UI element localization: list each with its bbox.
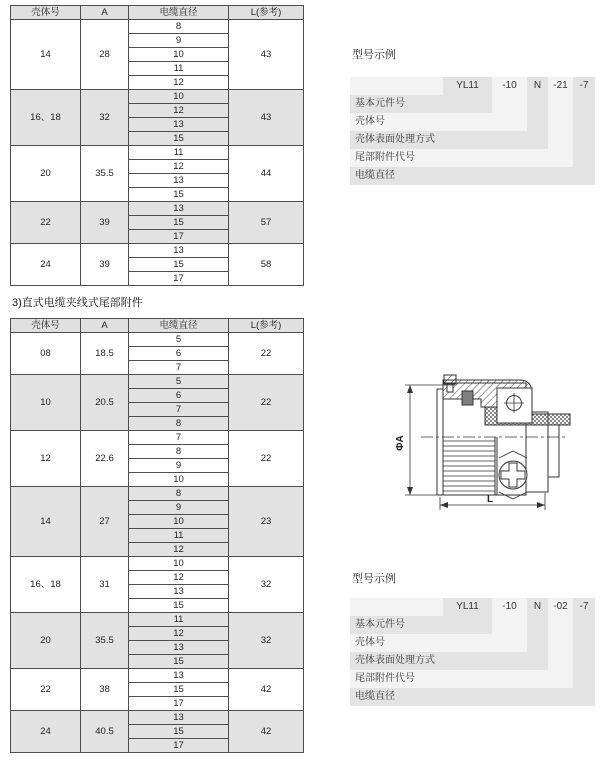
spec-row bbox=[11, 669, 304, 683]
cable-diameter-cell: 12 bbox=[129, 104, 229, 118]
a-dimension-cell: 32 bbox=[81, 90, 129, 146]
model-code-label: 壳体表面处理方式 bbox=[355, 655, 435, 666]
cable-diameter-cell: 10 bbox=[129, 90, 229, 104]
column-header: 壳体号 bbox=[11, 319, 81, 333]
model-example-title-top: 型号示例 bbox=[352, 49, 396, 61]
a-dimension-cell: 35.5 bbox=[81, 613, 129, 669]
dimension-phi-a bbox=[405, 385, 455, 495]
knurled-ribs bbox=[443, 441, 495, 491]
spec-row bbox=[11, 487, 304, 501]
cable-diameter-cell: 6 bbox=[129, 389, 229, 403]
a-dimension-cell: 27 bbox=[81, 487, 129, 557]
model-code-label: 壳体号 bbox=[355, 637, 385, 648]
shell-number-cell: 24 bbox=[11, 711, 81, 753]
shell-number-cell: 16、18 bbox=[11, 90, 81, 146]
a-dimension-cell: 28 bbox=[81, 20, 129, 90]
model-code-part: -10 bbox=[502, 601, 517, 612]
cable-diameter-cell: 10 bbox=[129, 48, 229, 62]
a-dimension-cell: 22.6 bbox=[81, 431, 129, 487]
l-reference-cell: 32 bbox=[229, 557, 304, 613]
cable-diameter-cell: 10 bbox=[129, 515, 229, 529]
cable-diameter-cell: 17 bbox=[129, 739, 229, 753]
column-header: 壳体号 bbox=[11, 6, 81, 20]
cable-diameter-cell: 8 bbox=[129, 417, 229, 431]
l-reference-cell: 42 bbox=[229, 711, 304, 753]
cable-diameter-cell: 9 bbox=[129, 34, 229, 48]
cable-diameter-cell: 8 bbox=[129, 445, 229, 459]
a-dimension-cell: 39 bbox=[81, 244, 129, 286]
a-dimension-cell: 40.5 bbox=[81, 711, 129, 753]
section-title: 3)直式电缆夹线式尾部附件 bbox=[12, 297, 143, 309]
model-code-label: 基本元件号 bbox=[355, 619, 405, 630]
model-code-part: N bbox=[533, 601, 542, 612]
a-dimension-cell: 31 bbox=[81, 557, 129, 613]
dim-label-phi-a: ΦA bbox=[395, 435, 406, 451]
cable-spec-table-top bbox=[10, 5, 304, 286]
model-code-part: N bbox=[533, 80, 542, 91]
shell-number-cell: 10 bbox=[11, 375, 81, 431]
cable-diameter-cell: 17 bbox=[129, 697, 229, 711]
spec-row bbox=[11, 557, 304, 571]
shell-number-cell: 16、18 bbox=[11, 557, 81, 613]
cable-diameter-cell: 11 bbox=[129, 62, 229, 76]
cable-diameter-cell: 13 bbox=[129, 669, 229, 683]
shell-number-cell: 24 bbox=[11, 244, 81, 286]
stair-step bbox=[350, 77, 443, 95]
model-code-part: YL11 bbox=[456, 601, 479, 612]
cable-diameter-cell: 5 bbox=[129, 375, 229, 389]
cable-diameter-cell: 15 bbox=[129, 725, 229, 739]
cable-diameter-cell: 15 bbox=[129, 258, 229, 272]
cable-diameter-cell: 8 bbox=[129, 487, 229, 501]
spec-row bbox=[11, 431, 304, 445]
l-reference-cell: 57 bbox=[229, 202, 304, 244]
spec-row bbox=[11, 146, 304, 160]
cable-diameter-cell: 15 bbox=[129, 132, 229, 146]
cable-diameter-cell: 6 bbox=[129, 347, 229, 361]
model-code-part: -7 bbox=[579, 601, 589, 612]
cable-diameter-cell: 13 bbox=[129, 711, 229, 725]
cable-diameter-cell: 8 bbox=[129, 20, 229, 34]
column-header: L(参考) bbox=[229, 6, 304, 20]
shell-number-cell: 14 bbox=[11, 487, 81, 557]
cable-diameter-cell: 11 bbox=[129, 146, 229, 160]
cable-diameter-cell: 15 bbox=[129, 188, 229, 202]
model-code-diagram-top bbox=[350, 77, 595, 185]
spec-row bbox=[11, 90, 304, 104]
l-reference-cell: 58 bbox=[229, 244, 304, 286]
l-reference-cell: 22 bbox=[229, 431, 304, 487]
model-code-diagram-bottom bbox=[350, 598, 595, 706]
model-code-part: -10 bbox=[502, 80, 517, 91]
model-code-label: 壳体表面处理方式 bbox=[355, 134, 435, 145]
shell-number-cell: 12 bbox=[11, 431, 81, 487]
spec-row bbox=[11, 244, 304, 258]
l-reference-cell: 43 bbox=[229, 90, 304, 146]
table-header-row bbox=[11, 319, 304, 333]
a-dimension-cell: 39 bbox=[81, 202, 129, 244]
model-code-label: 壳体号 bbox=[355, 116, 385, 127]
model-code-part: -7 bbox=[579, 80, 589, 91]
l-reference-cell: 44 bbox=[229, 146, 304, 202]
cable-diameter-cell: 15 bbox=[129, 599, 229, 613]
cable-diameter-cell: 5 bbox=[129, 333, 229, 347]
cable-diameter-cell: 11 bbox=[129, 529, 229, 543]
cable-diameter-cell: 15 bbox=[129, 216, 229, 230]
cable-diameter-cell: 10 bbox=[129, 473, 229, 487]
model-code-part: YL11 bbox=[456, 80, 479, 91]
cable-diameter-cell: 12 bbox=[129, 571, 229, 585]
cable-diameter-cell: 17 bbox=[129, 272, 229, 286]
model-code-label: 电缆直径 bbox=[355, 691, 395, 702]
model-code-part: -02 bbox=[553, 601, 568, 612]
shell-number-cell: 22 bbox=[11, 669, 81, 711]
spec-row bbox=[11, 20, 304, 34]
cable-diameter-cell: 12 bbox=[129, 627, 229, 641]
cable-diameter-cell: 12 bbox=[129, 543, 229, 557]
column-header: 电缆直径 bbox=[129, 319, 229, 333]
cable-spec-table-bottom bbox=[10, 318, 304, 753]
column-header: A bbox=[81, 319, 129, 333]
model-code-label: 基本元件号 bbox=[355, 98, 405, 109]
cable-diameter-cell: 12 bbox=[129, 76, 229, 90]
spec-row bbox=[11, 711, 304, 725]
l-reference-cell: 22 bbox=[229, 375, 304, 431]
cable-diameter-cell: 7 bbox=[129, 431, 229, 445]
table-header-row bbox=[11, 6, 304, 20]
cable-diameter-cell: 10 bbox=[129, 557, 229, 571]
shell-number-cell: 22 bbox=[11, 202, 81, 244]
l-reference-cell: 23 bbox=[229, 487, 304, 557]
l-reference-cell: 42 bbox=[229, 669, 304, 711]
cable-diameter-cell: 13 bbox=[129, 641, 229, 655]
cable-diameter-cell: 13 bbox=[129, 585, 229, 599]
cable-diameter-cell: 7 bbox=[129, 403, 229, 417]
seal-block bbox=[462, 391, 473, 405]
cable-diameter-cell: 15 bbox=[129, 655, 229, 669]
a-dimension-cell: 18.5 bbox=[81, 333, 129, 375]
column-header: L(参考) bbox=[229, 319, 304, 333]
l-reference-cell: 43 bbox=[229, 20, 304, 90]
a-dimension-cell: 20.5 bbox=[81, 375, 129, 431]
spec-row bbox=[11, 375, 304, 389]
model-code-part: -21 bbox=[553, 80, 568, 91]
cable-diameter-cell: 9 bbox=[129, 501, 229, 515]
cable-diameter-cell: 13 bbox=[129, 118, 229, 132]
l-reference-cell: 22 bbox=[229, 333, 304, 375]
column-header: 电缆直径 bbox=[129, 6, 229, 20]
cable-diameter-cell: 17 bbox=[129, 230, 229, 244]
a-dimension-cell: 35.5 bbox=[81, 146, 129, 202]
cable-diameter-cell: 9 bbox=[129, 459, 229, 473]
model-code-label: 尾部附件代号 bbox=[355, 152, 415, 163]
shell-number-cell: 14 bbox=[11, 20, 81, 90]
cable-diameter-cell: 13 bbox=[129, 202, 229, 216]
cable-diameter-cell: 7 bbox=[129, 361, 229, 375]
phillips-screw-icon bbox=[499, 451, 527, 499]
l-reference-cell: 32 bbox=[229, 613, 304, 669]
connector-technical-drawing bbox=[393, 363, 600, 540]
shell-number-cell: 20 bbox=[11, 613, 81, 669]
cable-diameter-cell: 11 bbox=[129, 613, 229, 627]
a-dimension-cell: 38 bbox=[81, 669, 129, 711]
spec-row bbox=[11, 202, 304, 216]
cable-diameter-cell: 15 bbox=[129, 683, 229, 697]
stair-step bbox=[350, 598, 443, 616]
cable-diameter-cell: 12 bbox=[129, 160, 229, 174]
column-header: A bbox=[81, 6, 129, 20]
spec-row bbox=[11, 613, 304, 627]
model-example-title-bottom: 型号示例 bbox=[352, 573, 396, 585]
shell-number-cell: 20 bbox=[11, 146, 81, 202]
spec-row bbox=[11, 333, 304, 347]
cable-diameter-cell: 13 bbox=[129, 174, 229, 188]
dim-label-l: L bbox=[486, 494, 494, 505]
shell-number-cell: 08 bbox=[11, 333, 81, 375]
model-code-label: 电缆直径 bbox=[355, 170, 395, 181]
top-screw bbox=[444, 375, 456, 384]
cable-diameter-cell: 13 bbox=[129, 244, 229, 258]
model-code-label: 尾部附件代号 bbox=[355, 673, 415, 684]
